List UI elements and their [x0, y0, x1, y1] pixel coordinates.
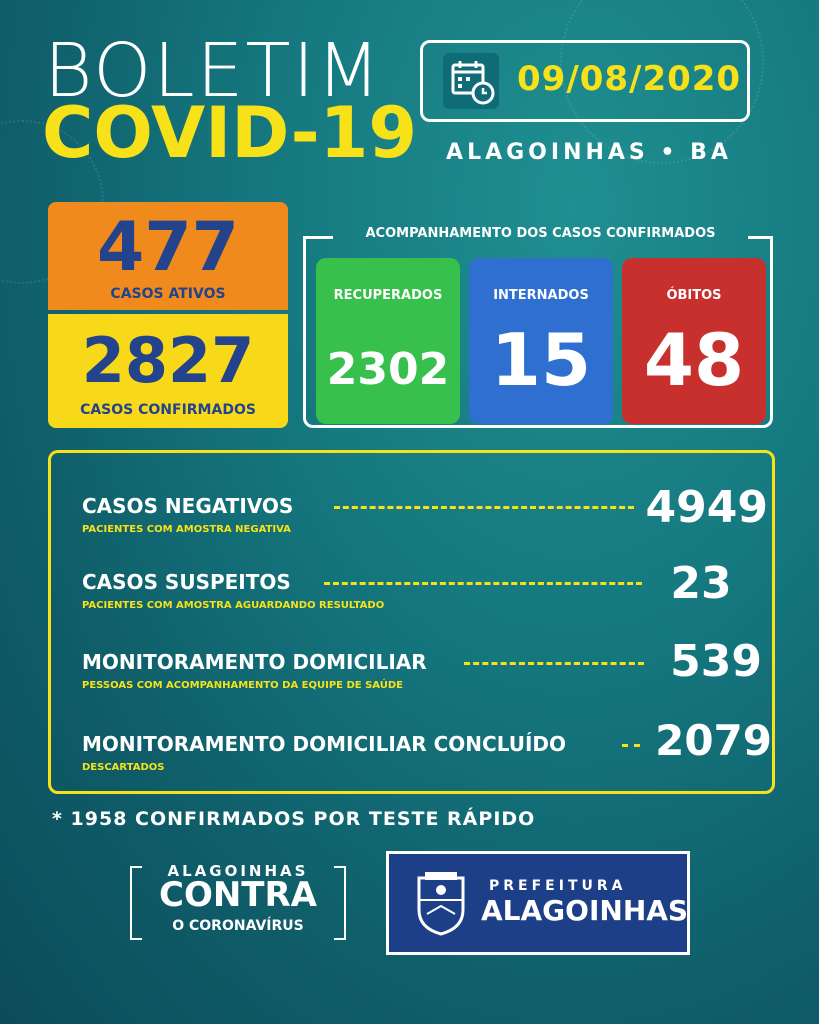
active-cases-label: CASOS ATIVOS: [110, 286, 226, 302]
confirmed-cases-box: [48, 314, 288, 428]
calendar-clock-icon: [443, 53, 499, 109]
campaign-logo: [130, 860, 346, 940]
date-box: [420, 40, 750, 122]
stat-subtitle: DESCARTADOS: [82, 762, 165, 773]
bulletin-date: 09/08/2020: [517, 59, 742, 99]
hospitalized-value: 15: [490, 318, 592, 402]
stat-title: CASOS SUSPEITOS: [82, 570, 291, 594]
stat-row-suspect: [82, 558, 772, 630]
stat-row-home-monitoring: [82, 636, 772, 710]
stat-row-negative: [82, 482, 772, 554]
prefeitura-line1: PREFEITURA: [489, 878, 627, 894]
stat-title: CASOS NEGATIVOS: [82, 494, 294, 518]
dotted-leader: [464, 662, 644, 665]
campaign-line1: ALAGOINHAS: [167, 862, 309, 880]
stat-row-home-monitoring-concluded: [82, 716, 772, 792]
hospitalized-label: INTERNADOS: [493, 288, 589, 303]
stat-value: 4949: [645, 482, 768, 533]
panel-border: [303, 236, 333, 239]
recovered-label: RECUPERADOS: [333, 288, 443, 303]
stat-title: MONITORAMENTO DOMICILIAR CONCLUÍDO: [82, 732, 567, 756]
campaign-line3: O CORONAVÍRUS: [172, 918, 304, 934]
dotted-leader: [324, 582, 642, 585]
title-boletim: BOLETIM: [44, 28, 383, 114]
recovered-value: 2302: [326, 344, 450, 395]
city-crest-icon: [413, 870, 469, 938]
deaths-label: ÓBITOS: [666, 288, 722, 303]
deaths-card: [622, 258, 766, 424]
confirmed-cases-label: CASOS CONFIRMADOS: [80, 402, 256, 418]
recovered-card: [316, 258, 460, 424]
stat-subtitle: PACIENTES COM AMOSTRA NEGATIVA: [82, 524, 291, 535]
confirmed-cases-value: 2827: [81, 324, 255, 397]
tracking-title: ACOMPANHAMENTO DOS CASOS CONFIRMADOS: [365, 226, 716, 241]
prefeitura-line2: ALAGOINHAS: [481, 894, 689, 927]
panel-border: [748, 236, 773, 239]
campaign-line2: CONTRA: [159, 875, 317, 915]
dotted-leader: [622, 744, 640, 747]
prefeitura-logo: [386, 851, 690, 955]
stat-value: 539: [670, 636, 762, 687]
dotted-leader: [334, 506, 634, 509]
active-cases-box: [48, 202, 288, 310]
stat-subtitle: PACIENTES COM AMOSTRA AGUARDANDO RESULTADO: [82, 600, 385, 611]
active-cases-value: 477: [97, 208, 239, 287]
stat-subtitle: PESSOAS COM ACOMPANHAMENTO DA EQUIPE DE SAÚDE: [82, 680, 403, 691]
location-label: ALAGOINHAS • BA: [446, 140, 732, 165]
deaths-value: 48: [643, 318, 745, 402]
hospitalized-card: [469, 258, 613, 424]
stat-value: 23: [670, 558, 732, 609]
stat-value: 2079: [655, 716, 772, 765]
stat-title: MONITORAMENTO DOMICILIAR: [82, 650, 427, 674]
title-covid: COVID-19: [42, 92, 418, 174]
footnote: * 1958 CONFIRMADOS POR TESTE RÁPIDO: [52, 808, 536, 830]
